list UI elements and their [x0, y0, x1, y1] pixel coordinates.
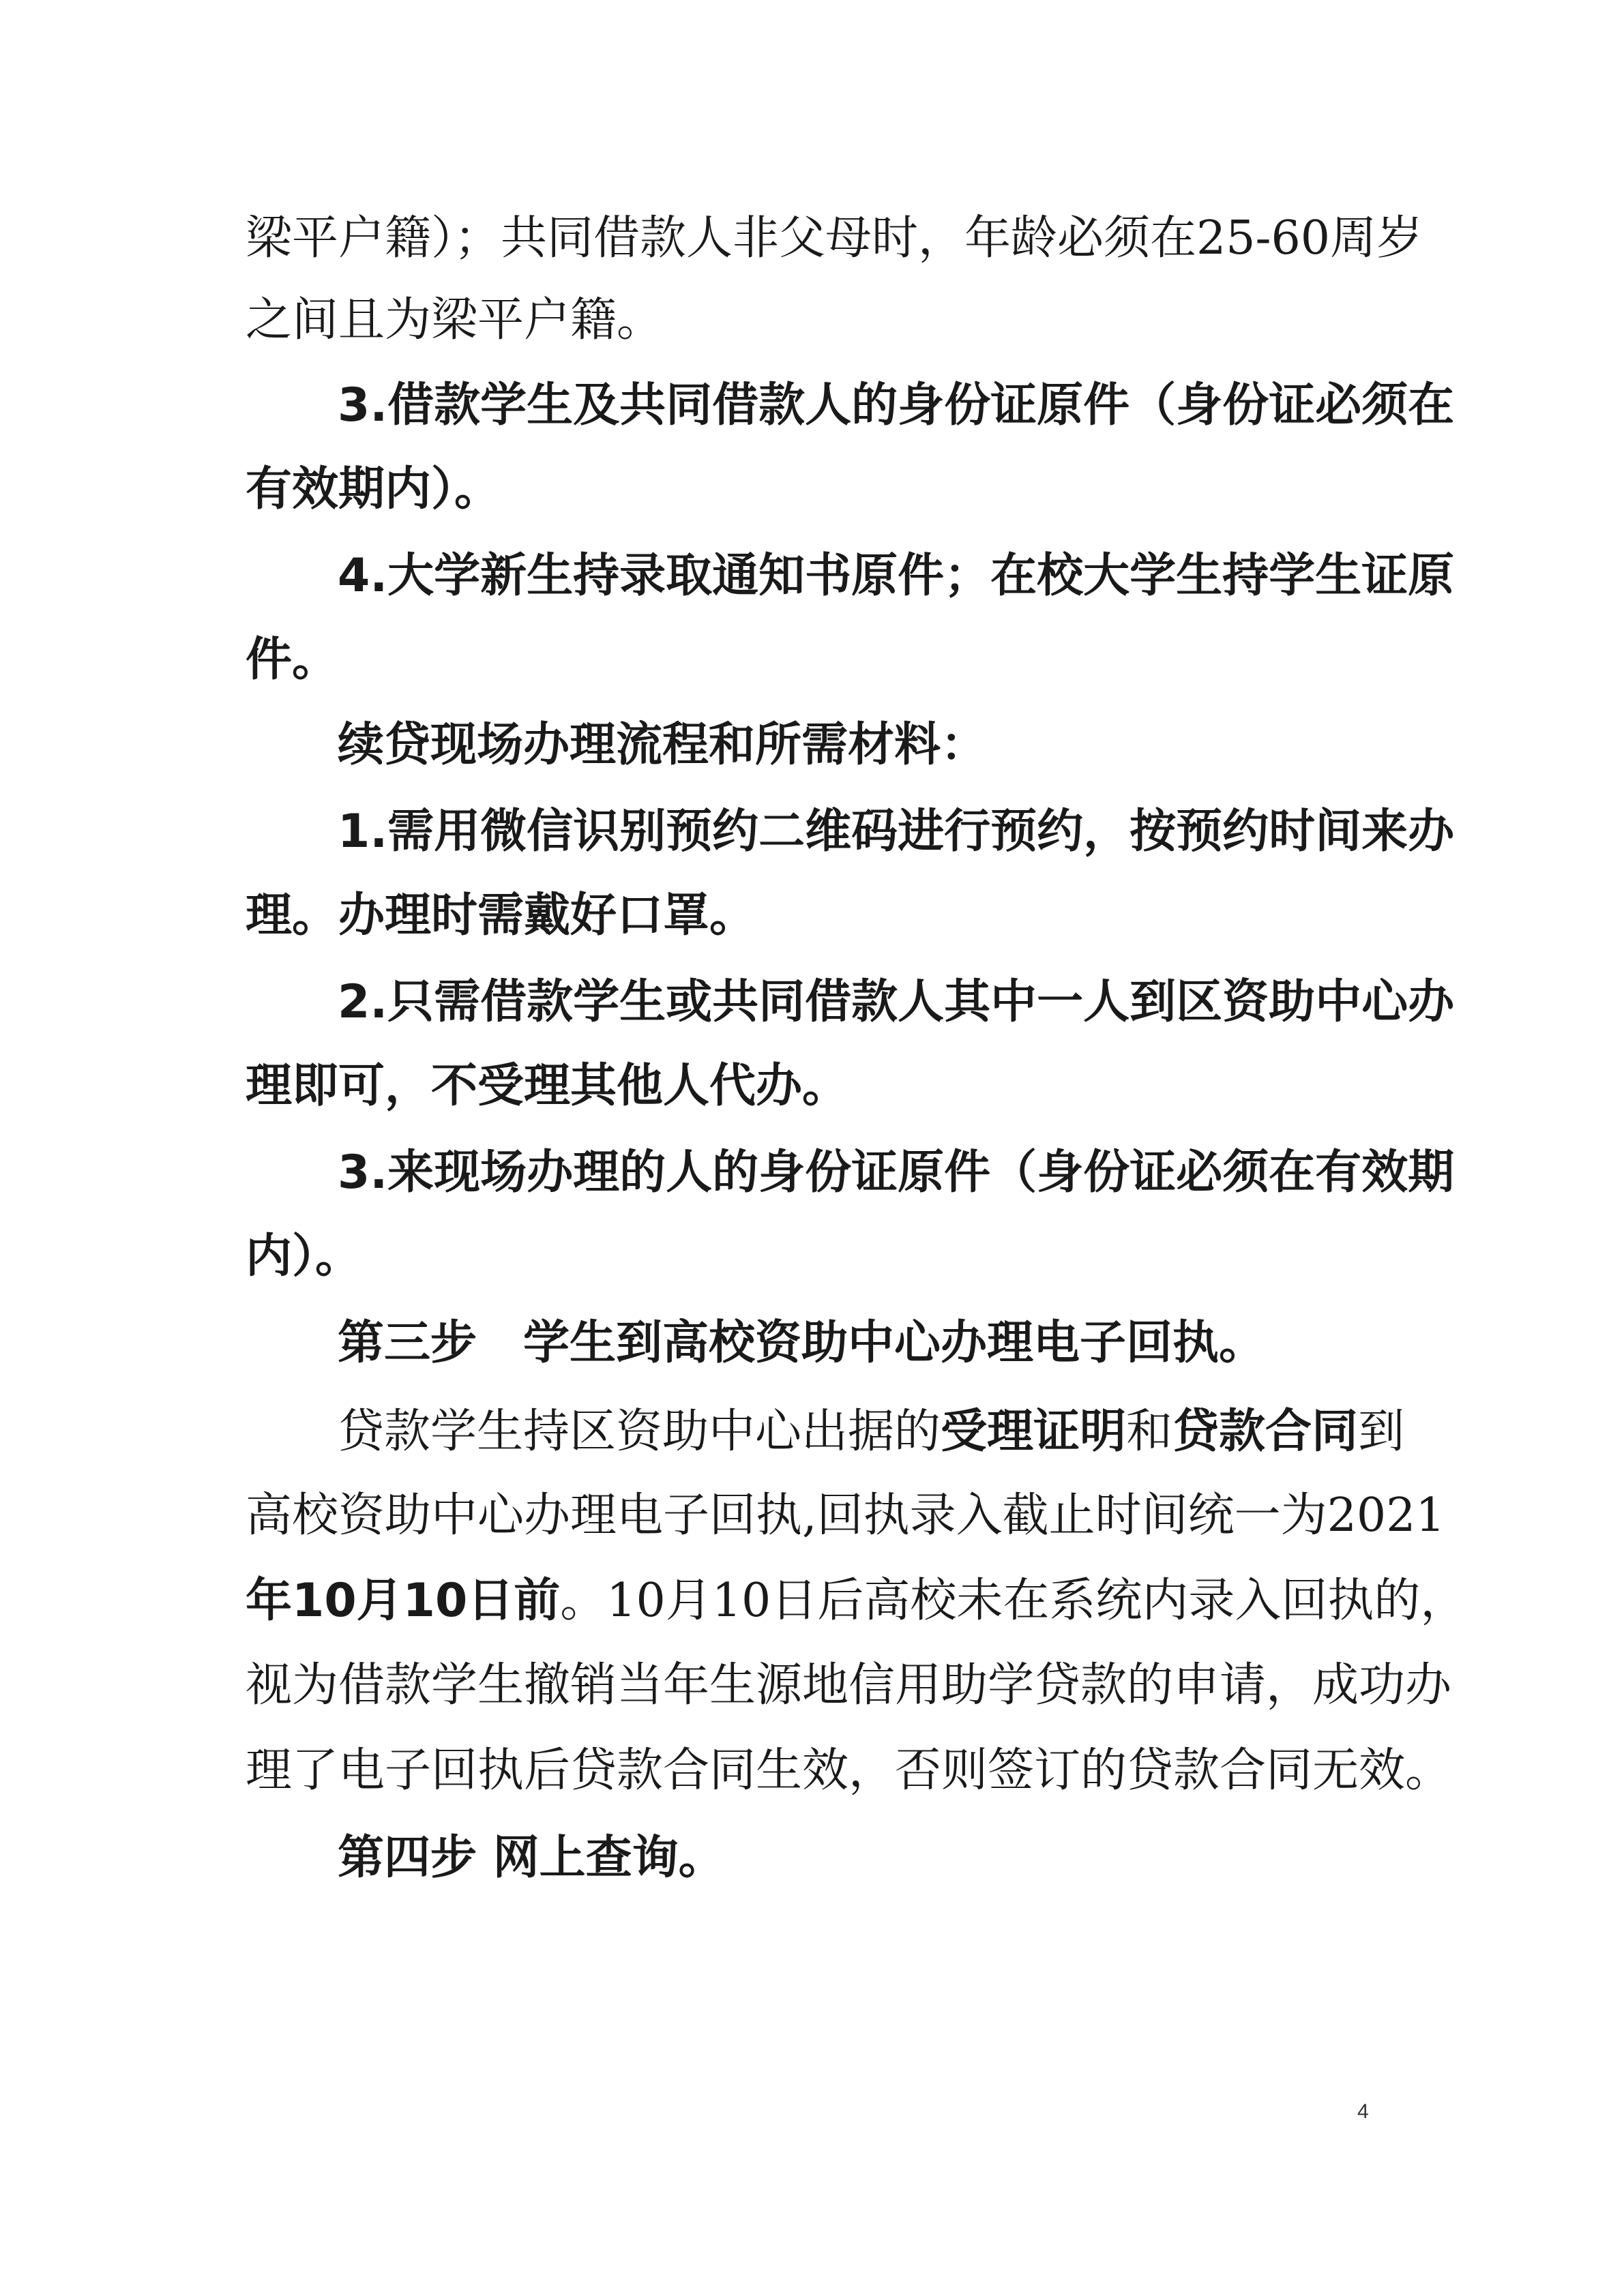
paragraph-line: 理即可，不受理其他人代办。 — [246, 1059, 849, 1113]
paragraph-line — [338, 1391, 1405, 1473]
paragraph-line: 梁平户籍）；共同借款人非父母时，年龄必须在25-60周岁 — [246, 211, 1423, 265]
text-run: 和 — [1126, 1405, 1173, 1459]
paragraph-line: 1.需用微信识别预约二维码进行预约，按预约时间来办 — [338, 805, 1455, 859]
bold-term: 年10月10日前 — [246, 1574, 561, 1628]
paragraph-line: 2.只需借款学生或共同借款人其中一人到区资助中心办 — [338, 975, 1455, 1029]
paragraph-line: 4.大学新生持录取通知书原件；在校大学生持学生证原 — [338, 549, 1455, 603]
paragraph-line — [246, 1560, 1467, 1642]
paragraph-line: 理。办理时需戴好口罩。 — [246, 889, 756, 942]
text-run: 贷款学生持区资助中心出据的 — [338, 1405, 941, 1459]
paragraph-line: 视为借款学生撤销当年生源地信用助学贷款的申请，成功办 — [246, 1658, 1452, 1712]
paragraph-line: 之间且为梁平户籍。 — [246, 293, 664, 347]
step-heading: 第三步 学生到高校资助中心办理电子回执。 — [338, 1316, 1266, 1370]
paragraph-line: 内）。 — [246, 1229, 362, 1283]
paragraph-line: 高校资助中心办理电子回执,回执录入截止时间统一为2021 — [246, 1489, 1445, 1542]
text-run: 到 — [1358, 1405, 1405, 1459]
bold-term: 贷款合同 — [1172, 1405, 1359, 1459]
step-heading: 第四步 网上查询。 — [338, 1831, 725, 1885]
section-heading: 续贷现场办理流程和所需材料： — [338, 718, 988, 772]
paragraph-line: 3.来现场办理的人的身份证原件（身份证必须在有效期 — [338, 1146, 1455, 1199]
bold-term: 受理证明 — [941, 1405, 1127, 1459]
paragraph-line: 3.借款学生及共同借款人的身份证原件（身份证必须在 — [338, 378, 1455, 432]
paragraph-line: 理了电子回执后贷款合同生效，否则签订的贷款合同无效。 — [246, 1744, 1452, 1798]
page-number: 4 — [1357, 2100, 1369, 2123]
paragraph-line: 件。 — [246, 633, 339, 687]
text-run: 。10月10日后高校未在系统内录入回执的， — [560, 1574, 1467, 1628]
paragraph-line: 有效期内）。 — [246, 462, 501, 516]
